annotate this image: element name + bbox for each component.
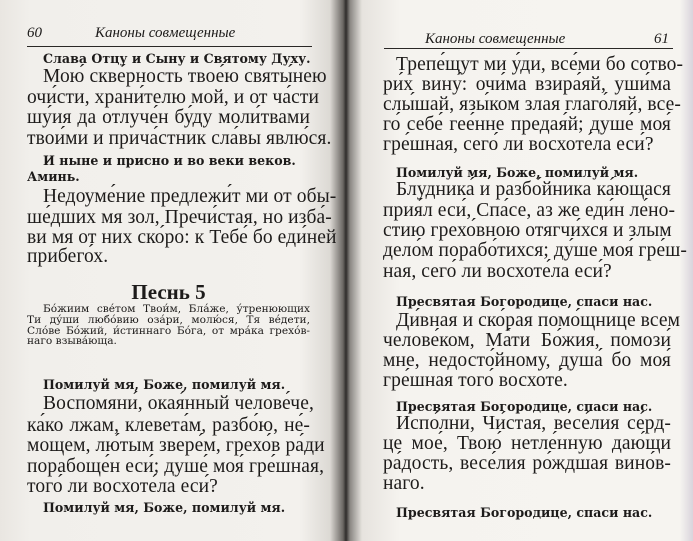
header-rule (27, 46, 312, 47)
troparion-line: го́ себе́ гее́нне предая́й; душе́ моя́ (383, 114, 671, 135)
running-title: Каноны совмещенные (95, 25, 236, 41)
irmos-line: Бо́жиим све́том Твои́м, Бла́же, у́тренюющих (43, 303, 310, 315)
troparion-line: челове́ком, Ма́ти Бо́жия, помози́ (383, 330, 671, 351)
page-number: 60 (27, 25, 42, 41)
troparion-line: мне, недосто́йному, душа́ бо моя́ (383, 350, 671, 371)
troparion-line: Мою́ скве́рность твое́ю святы́нею (43, 66, 327, 87)
troparion-line: це мое́, Твою́ нетле́нную даю́щи (383, 433, 671, 454)
troparion-line: слы́шай, язы́ком злая глаго́ляй, все- (383, 94, 681, 115)
troparion-line: мощем, лю́тым звере́м, грехо́в ра́ди (27, 435, 325, 456)
troparion-line: прибего́х. (27, 246, 109, 267)
troparion-line: твои́ми и прича́стник сла́вы явлю́ся. (27, 128, 332, 149)
troparion-line: Воспомяни́, окая́нный челове́че, (43, 393, 314, 414)
rubric-line: Пресвятая Богородице, спаси нас. (396, 294, 653, 309)
troparion-line: ри́х вину́: очи́ма взира́яй, уши́ма (383, 74, 671, 95)
troparion-line: шу́ия да отлуче́н бу́ду моли́твами (27, 107, 310, 128)
troparion-line: Ди́вная и ско́рая помо́щнице всем (396, 310, 681, 331)
page-number: 61 (654, 31, 669, 47)
troparion-line: ра́дость, весе́лия ро́ждшая вино́в- (383, 453, 671, 474)
troparion-line: того́ ли восхоте́ла еси́? (27, 476, 218, 497)
header-rule (384, 48, 673, 49)
troparion-line: дело́м порабо́тихся; ду́ше моя́ гре́ш- (383, 240, 687, 261)
right-page (350, 0, 693, 541)
rubric-line: Аминь. (27, 169, 80, 184)
troparion-line: Трепе́щут ми у́ди, все́ми бо сотво- (396, 54, 684, 75)
troparion-line: гре́шная того́ восхоте́. (383, 370, 568, 391)
troparion-line: очи́сти, храни́телю мой, и от ча́сти (27, 87, 320, 108)
irmos-line: наго взыва́юща. (27, 335, 117, 347)
rubric-line: Пресвятая Богородице, спаси нас. (396, 399, 653, 414)
irmos-line: Ти ду́ши любо́вию оза́ри, молю́ся, Тя ве́дети, (27, 314, 310, 326)
troparion-line: прия́л еси́, Спа́се, аз же еди́н ле́но- (383, 200, 676, 221)
rubric-line: Слава Отцу и Сыну и Святому Духу. (43, 51, 311, 66)
ode-heading: Песнь 5 (131, 280, 206, 304)
troparion-line: Недоуме́ние предлежи́т ми от обы- (43, 186, 337, 207)
running-title: Каноны совмещенные (425, 31, 566, 47)
troparion-line: ка́ко лжам, клевета́м, разбо́ю, не́- (27, 415, 310, 436)
troparion-line: гре́шная, сего́ ли восхоте́ла еси́? (383, 134, 654, 155)
rubric-line: Помилуй мя, Боже, помилуй мя. (396, 165, 639, 180)
rubric-line: Пресвятая Богородице, спаси нас. (396, 505, 653, 520)
irmos-line: Сло́ве Бо́жий, и́стиннаго Бо́га, от мра́ка грехо́в- (27, 325, 310, 337)
left-page (0, 0, 340, 541)
troparion-line: порабоще́н еси́; душе́ моя́ гре́шная, (27, 456, 325, 477)
troparion-line: наго. (383, 473, 425, 494)
troparion-line: ви мя от них ско́ро: к Тебе́ бо еди́ней (27, 227, 337, 248)
troparion-line: Блудника́ и разбо́йника ка́ющася (396, 179, 671, 200)
troparion-line: Испо́лни, Чи́стая, весе́лия се́рд- (396, 413, 671, 434)
rubric-line: Помилуй мя, Боже, помилуй мя. (43, 500, 286, 515)
troparion-line: ше́дших мя зол, Пречи́стая, но изба́- (27, 207, 332, 228)
rubric-line: Помилуй мя, Боже, помилуй мя. (43, 377, 286, 392)
troparion-line: стию грехо́вною отягчи́хся и злым (383, 220, 672, 241)
troparion-line: ная, сего́ ли восхоте́ла еси́? (383, 261, 612, 282)
rubric-line: И ныне и присно и во веки веков. (43, 153, 296, 168)
